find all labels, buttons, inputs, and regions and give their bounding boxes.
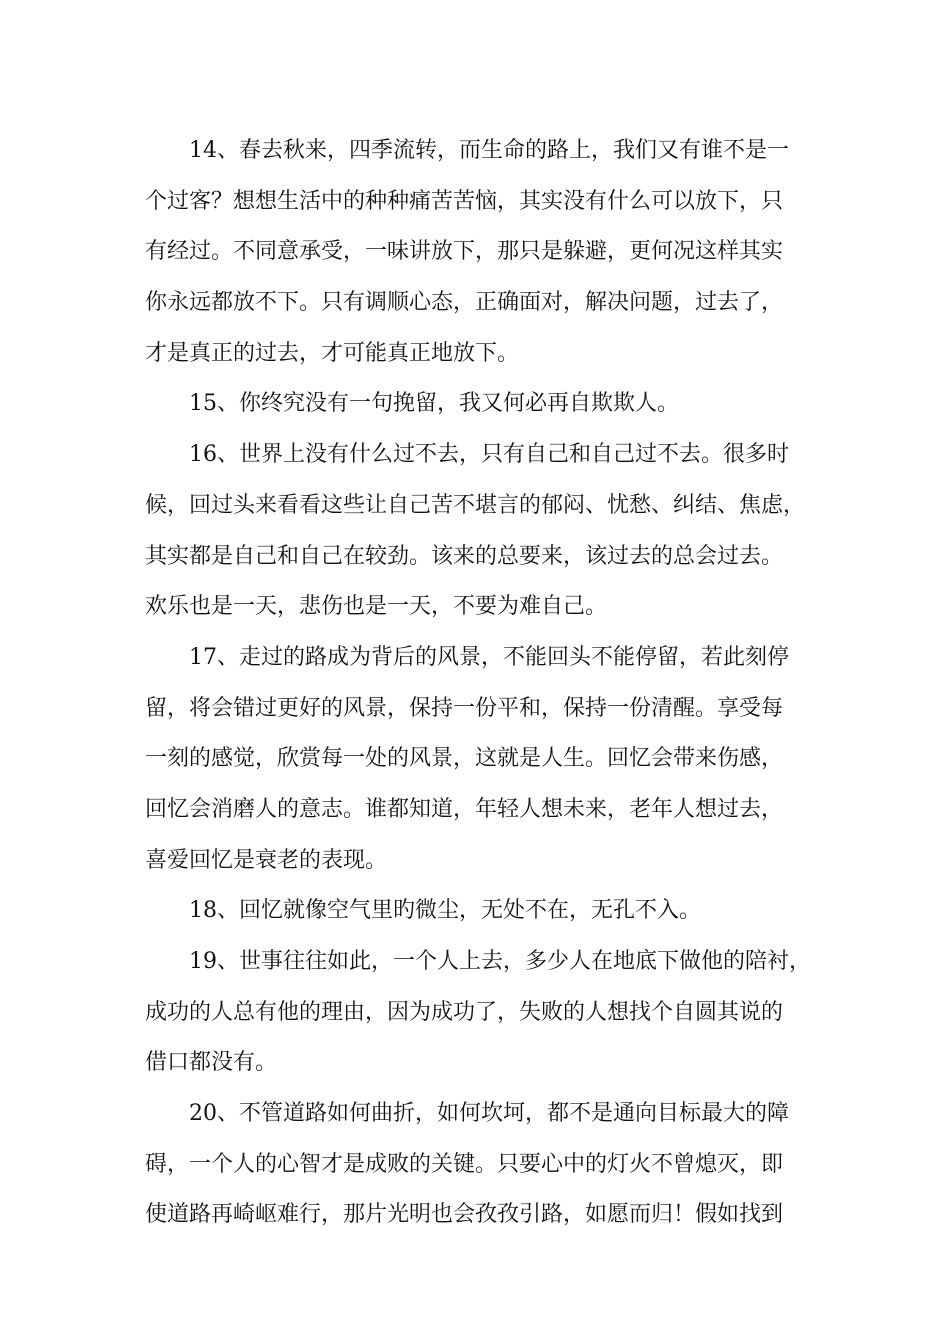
paragraph-19 (145, 937, 825, 1089)
text-line: 17、走过的路成为背后的风景，不能回头不能停留，若此刻停 (189, 644, 789, 670)
paragraph-15 (145, 379, 825, 430)
text-line: 成功的人总有他的理由，因为成功了，失败的人想找个自圆其说的 (145, 999, 784, 1025)
text-line: 回忆会消磨人的意志。谁都知道，年轻人想未来，老年人想过去， (145, 796, 784, 822)
paragraph-18 (145, 886, 825, 937)
text-line: 18、回忆就像空气里旳微尘，无处不在，无孔不入。 (189, 898, 701, 924)
paragraph-14 (145, 126, 825, 379)
text-line: 你永远都放不下。只有调顺心态，正确面对，解决问题，过去了， (145, 290, 784, 316)
text-line: 15、你终究没有一句挽留，我又何必再自欺欺人。 (189, 391, 679, 417)
text-line: 个过客？想想生活中的种种痛苦苦恼，其实没有什么可以放下，只 (145, 188, 784, 214)
text-line: 有经过。不同意承受，一味讲放下，那只是躲避，更何况这样其实 (145, 239, 784, 265)
document-body (145, 126, 825, 1241)
text-line: 16、世界上没有什么过不去，只有自己和自己过不去。很多时 (189, 442, 789, 468)
text-line: 留，将会错过更好的风景，保持一份平和，保持一份清醒。享受每 (145, 695, 784, 721)
text-line: 20、不管道路如何曲折，如何坎坷，都不是通向目标最大的障 (189, 1101, 789, 1127)
text-line: 使道路再崎岖难行，那片光明也会孜孜引路，如愿而归！假如找到 (145, 1202, 784, 1228)
text-line: 其实都是自己和自己在较劲。该来的总要来，该过去的总会过去。 (145, 543, 784, 569)
text-line: 碍，一个人的心智才是成败的关键。只要心中的灯火不曾熄灭，即 (145, 1151, 784, 1177)
text-line: 喜爱回忆是衰老的表现。 (145, 847, 388, 873)
text-line: 借口都没有。 (145, 1050, 278, 1076)
text-line: 候，回过头来看看这些让自己苦不堪言的郁闷、忧愁、纠结、焦虑， (145, 492, 806, 518)
paragraph-20 (145, 1089, 825, 1241)
paragraph-16 (145, 430, 825, 633)
text-line: 19、世事往往如此，一个人上去，多少人在地底下做他的陪衬， (189, 949, 811, 974)
text-line: 14、春去秋来，四季流转，而生命的路上，我们又有谁不是一 (189, 138, 789, 163)
paragraph-17 (145, 633, 825, 886)
text-line: 欢乐也是一天，悲伤也是一天，不要为难自己。 (145, 594, 608, 620)
text-line: 才是真正的过去，才可能真正地放下。 (145, 340, 520, 366)
text-line: 一刻的感觉，欣赏每一处的风景，这就是人生。回忆会带来伤感， (145, 746, 784, 772)
